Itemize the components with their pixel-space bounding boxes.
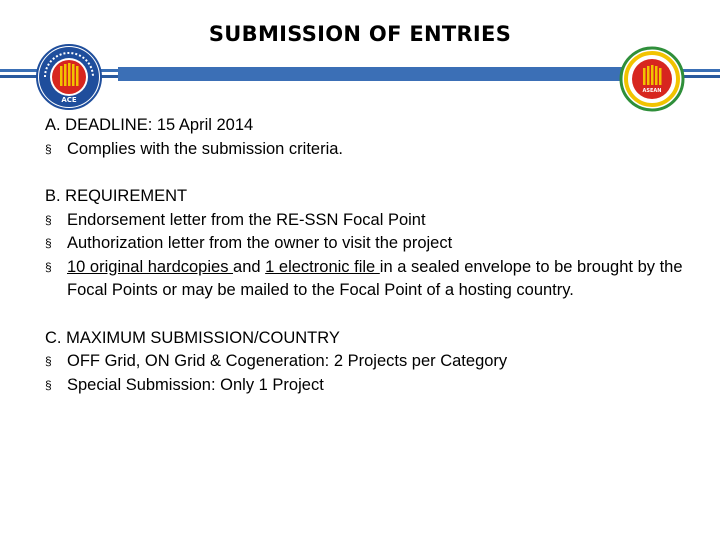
- bullet-text: and: [233, 257, 266, 276]
- section-b-heading: B. REQUIREMENT: [45, 187, 188, 205]
- header-band: [0, 67, 720, 81]
- section-c-heading: C. MAXIMUM SUBMISSION/COUNTRY: [45, 328, 340, 347]
- bullet-text: in a sealed envelope to be brought by the Focal Points or may be mailed to the Focal Point of a hosting country.: [67, 257, 683, 299]
- ace-asean-centre-for-energy-logo-icon: [36, 44, 102, 110]
- bullet-icon: §: [45, 141, 52, 156]
- energy-awards-logo: [619, 46, 685, 112]
- page-title: SUBMISSION OF ENTRIES: [208, 22, 512, 46]
- bullet-icon: §: [45, 212, 52, 227]
- bullet-icon: §: [45, 354, 52, 368]
- bullet-icon: §: [45, 259, 52, 274]
- ace-logo: [36, 44, 102, 110]
- section-b-bullet: [45, 209, 705, 233]
- bullet-text: Special Submission: Only 1 Project: [67, 375, 324, 394]
- section-b-bullet: [45, 232, 705, 256]
- electronic-file-text: 1 electronic file: [265, 257, 380, 276]
- bullet-icon: §: [45, 377, 52, 392]
- bullet-text: Complies with the submission criteria.: [67, 139, 344, 158]
- entries-content: [45, 114, 705, 397]
- section-a-bullet: [45, 138, 705, 162]
- section-a-heading: A. DEADLINE: 15 April 2014: [45, 116, 254, 134]
- awards-logo-text: ASEAN: [642, 88, 662, 94]
- section-c-bullet: [45, 374, 705, 398]
- bullet-text: Authorization letter from the owner to visit the project: [67, 234, 453, 252]
- section-c-bullet: [45, 350, 705, 374]
- band-bar: [118, 67, 624, 81]
- hardcopies-text: 10 original hardcopies: [67, 257, 234, 276]
- asean-energy-awards-logo-icon: [619, 46, 685, 112]
- bullet-text: Endorsement letter from the RE-SSN Focal Point: [67, 210, 426, 229]
- ace-logo-text: ACE: [61, 96, 77, 104]
- section-b-bullet: [45, 256, 705, 303]
- bullet-text: OFF Grid, ON Grid & Cogeneration: 2 Projects per Category: [67, 352, 508, 370]
- bullet-icon: §: [45, 236, 52, 250]
